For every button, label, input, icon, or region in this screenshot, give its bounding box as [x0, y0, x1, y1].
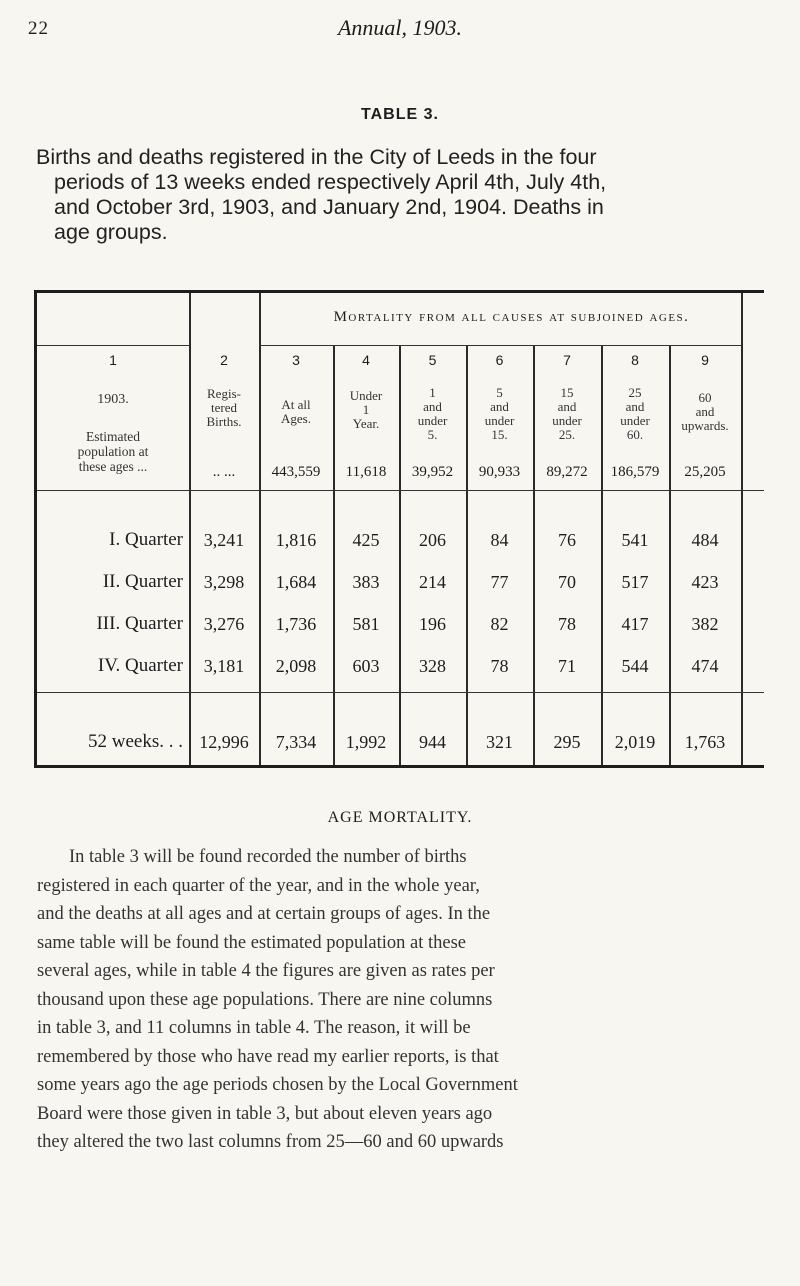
row-rule	[37, 692, 764, 693]
population-value: 89,272	[546, 464, 588, 480]
population-value: 11,618	[345, 464, 387, 480]
header-line: Year.	[352, 416, 380, 431]
table-cell: 3,276	[203, 614, 245, 634]
mortality-table	[34, 290, 764, 768]
table-cell: 196	[419, 614, 446, 634]
caption-line: age groups.	[54, 220, 168, 244]
header-60-upwards	[669, 391, 741, 433]
header-line: under	[484, 413, 515, 428]
table-cell: 581	[352, 614, 380, 634]
column-number: 7	[563, 352, 571, 368]
table-cell: 77	[490, 572, 509, 592]
table-cell: 603	[352, 656, 380, 676]
body-line: registered in each quarter of the year, and in the whole year,	[37, 875, 480, 896]
body-line: some years ago the age periods chosen by the Local Government	[37, 1075, 518, 1095]
column-number: 9	[701, 352, 709, 368]
table-cell: 82	[490, 614, 509, 634]
table-cell: 12,996	[199, 732, 249, 752]
caption-line: Births and deaths registered in the City of Leeds in the four	[36, 145, 597, 169]
table-cell: 1,992	[345, 732, 387, 752]
table-cell: 3,241	[203, 530, 245, 550]
table-cell: 3,181	[203, 656, 245, 676]
table-cell: 1,763	[684, 732, 726, 752]
table-cell: 71	[558, 656, 576, 676]
header-25-to-60	[601, 386, 669, 442]
header-all-ages	[259, 398, 333, 426]
col1-year: 1903.	[97, 392, 129, 407]
table-cell: 328	[419, 656, 446, 676]
table-cell: 484	[691, 530, 719, 550]
quarter-row-label: II. Quarter	[102, 571, 183, 592]
table-cell: 2,098	[275, 656, 317, 676]
column-number: 2	[220, 352, 228, 368]
population-value: 443,559	[271, 464, 321, 480]
header-line: under	[552, 413, 582, 428]
table-cell: 425	[352, 530, 380, 550]
body-line: thousand upon these age populations. There are nine columns	[37, 989, 493, 1010]
total-row-label: 52 weeks. . .	[88, 731, 183, 752]
body-line: several ages, while in table 4 the figures are given as rates per	[37, 961, 495, 981]
header-line: 5	[496, 385, 503, 400]
row-rule	[37, 490, 764, 491]
header-line: 1	[362, 402, 370, 417]
header-line: upwards.	[681, 418, 729, 433]
table-cell: 517	[621, 572, 649, 592]
table-cell: 214	[419, 572, 446, 592]
col1-label	[37, 429, 189, 474]
header-line: and	[557, 399, 577, 414]
table-cell: 84	[490, 530, 509, 550]
quarter-row-label: III. Quarter	[96, 613, 183, 634]
col2-pop: .. ...	[212, 464, 236, 480]
header-line: and	[625, 399, 645, 414]
header-line: and	[490, 399, 509, 414]
col2-header	[189, 387, 259, 429]
table-cell: 1,684	[275, 572, 317, 592]
mortality-heading: Mortality from all causes at subjoined ages.	[333, 309, 690, 325]
population-value: 186,579	[610, 464, 660, 480]
header-1-to-5	[399, 386, 466, 442]
header-line: 25	[628, 385, 642, 400]
column-number: 1	[109, 352, 117, 368]
body-line: and the deaths at all ages and at certain groups of ages. In the	[37, 904, 491, 924]
table-cell: 76	[558, 530, 576, 550]
table-cell: 383	[352, 572, 380, 592]
quarter-row-label: IV. Quarter	[97, 655, 183, 676]
col1-label-line: Estimated	[86, 429, 140, 444]
body-line: same table will be found the estimated population at these	[37, 932, 466, 953]
table-cell: 70	[558, 572, 576, 592]
header-line: 15.	[491, 427, 508, 442]
body-line: remembered by those who have read my earlier reports, is that	[37, 1046, 499, 1067]
header-under-1	[333, 389, 399, 431]
header-line: 5.	[427, 427, 438, 442]
table-caption	[36, 145, 776, 245]
table-cell: 474	[691, 656, 719, 676]
caption-line: and October 3rd, 1903, and January 2nd, 1904. Deaths in	[54, 195, 604, 219]
header-line: Ages.	[281, 411, 311, 426]
running-head: Annual, 1903.	[337, 15, 463, 40]
quarter-row-label: I. Quarter	[109, 529, 183, 550]
row-rule	[37, 345, 189, 346]
column-number: 3	[292, 352, 300, 368]
table-cell: 382	[691, 614, 719, 634]
col2-header-line: Regis-	[207, 386, 241, 401]
table-cell: 2,019	[614, 732, 656, 752]
header-line: 15	[560, 385, 574, 400]
table-cell: 7,334	[275, 732, 317, 752]
header-line: 60.	[626, 427, 644, 442]
header-line: 60	[698, 390, 712, 405]
table-cell: 321	[486, 732, 513, 752]
table-cell: 1,736	[275, 614, 317, 634]
col1-label-line: these ages ...	[78, 459, 148, 474]
body-line: Board were those given in table 3, but about eleven years ago	[37, 1103, 493, 1124]
column-rule	[741, 293, 743, 765]
page-number: 22	[28, 18, 49, 39]
table-cell: 417	[621, 614, 649, 634]
header-line: and	[423, 399, 442, 414]
table-cell: 78	[558, 614, 576, 634]
body-line: In table 3 will be found recorded the number of births	[69, 847, 467, 867]
table-cell: 295	[553, 732, 581, 752]
column-number: 8	[631, 352, 639, 368]
column-number: 6	[495, 352, 504, 368]
body-line: in table 3, and 11 columns in table 4. The reason, it will be	[37, 1018, 471, 1038]
table-cell: 3,298	[203, 572, 245, 592]
table-cell: 541	[621, 530, 649, 550]
col2-header-line: Births.	[206, 414, 242, 429]
header-15-to-25	[533, 386, 601, 442]
section-title: AGE MORTALITY.	[327, 809, 473, 826]
table-cell: 944	[419, 732, 446, 752]
caption-line: periods of 13 weeks ended respectively April 4th, July 4th,	[54, 170, 607, 194]
body-line: they altered the two last columns from 25—60 and 60 upwards	[37, 1132, 504, 1152]
header-line: under	[620, 413, 650, 428]
header-line: and	[695, 404, 715, 419]
header-line: Under	[349, 388, 383, 403]
body-paragraph	[37, 843, 767, 1157]
column-number: 5	[428, 352, 437, 368]
col2-header-line: tered	[211, 400, 237, 415]
header-line: 1	[429, 385, 436, 400]
table-cell: 544	[621, 656, 649, 676]
table-cell: 78	[490, 656, 509, 676]
population-value: 39,952	[411, 464, 454, 480]
header-line: 25.	[558, 427, 576, 442]
column-number: 4	[362, 352, 370, 368]
table-cell: 1,816	[275, 530, 317, 550]
header-5-to-15	[466, 386, 533, 442]
population-value: 90,933	[478, 464, 521, 480]
table-cell: 423	[691, 572, 719, 592]
header-line: under	[417, 413, 448, 428]
population-value: 25,205	[684, 464, 726, 480]
table-label: TABLE 3.	[361, 106, 439, 123]
row-rule	[259, 345, 741, 346]
col1-label-line: population at	[77, 444, 149, 459]
table-cell: 206	[419, 530, 446, 550]
header-line: At all	[281, 397, 311, 412]
